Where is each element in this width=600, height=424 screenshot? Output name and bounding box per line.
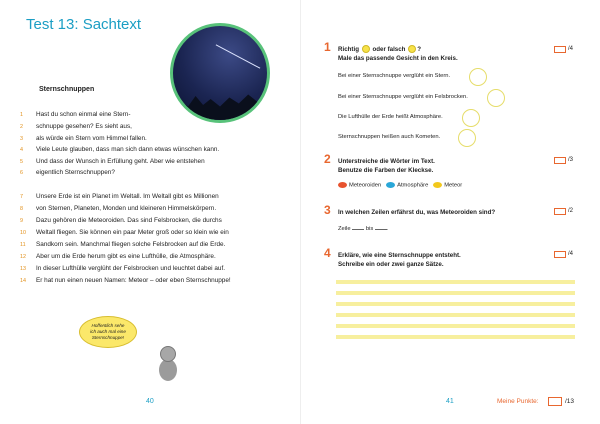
line-number: 13 bbox=[20, 266, 26, 272]
statement-3: Die Lufthülle der Erde heißt Atmosphäre. bbox=[338, 114, 443, 120]
speech-bubble bbox=[79, 316, 137, 348]
writing-line[interactable] bbox=[336, 280, 575, 284]
points-box[interactable] bbox=[548, 397, 562, 406]
score-box[interactable] bbox=[554, 208, 566, 215]
legend-meteor: Meteor bbox=[444, 182, 463, 189]
text-line bbox=[20, 240, 225, 250]
task-2-instruction bbox=[338, 157, 435, 175]
line-number: 5 bbox=[20, 159, 23, 165]
page-title: Test 13: Sachtext bbox=[26, 16, 142, 33]
text-line bbox=[20, 216, 222, 226]
happy-face-icon bbox=[362, 45, 370, 53]
line-number: 14 bbox=[20, 278, 26, 284]
bubble-line: Sternschnuppe! bbox=[91, 335, 125, 340]
page-spine bbox=[300, 0, 301, 424]
task-4-line2: Schreibe ein oder zwei ganze Sätze. bbox=[338, 261, 444, 268]
writing-line[interactable] bbox=[336, 302, 575, 306]
line-number: 9 bbox=[20, 218, 23, 224]
text-line bbox=[20, 276, 231, 286]
text-line bbox=[20, 134, 147, 144]
blue-blob-icon bbox=[386, 182, 395, 188]
text-line bbox=[20, 204, 216, 214]
text-line bbox=[20, 168, 115, 178]
statement-2: Bei einer Sternschnuppe verglüht ein Felsbrocken. bbox=[338, 94, 468, 100]
line-text: Sandkorn sein. Manchmal fliegen solche Felsbrocken auf die Erde. bbox=[36, 241, 226, 248]
text-line bbox=[20, 145, 219, 155]
text-line bbox=[20, 122, 132, 132]
line-number: 4 bbox=[20, 147, 23, 153]
line-number: 11 bbox=[20, 242, 26, 248]
color-legend bbox=[338, 182, 462, 189]
line-text: Hast du schon einmal eine Stern- bbox=[36, 111, 131, 118]
sad-face-icon bbox=[408, 45, 416, 53]
line-text: eigentlich Sternschnuppen? bbox=[36, 169, 115, 176]
line-number: 7 bbox=[20, 194, 23, 200]
points-total: /13 bbox=[565, 398, 575, 405]
line-text: schnuppe gesehen? Es sieht aus, bbox=[36, 123, 132, 130]
line-number: 10 bbox=[20, 230, 26, 236]
answer-circle-4[interactable] bbox=[458, 129, 476, 147]
task-2-line2: Benutze die Farben der Kleckse. bbox=[338, 167, 434, 174]
line-text: als würde ein Stern vom Himmel fallen. bbox=[36, 135, 147, 142]
line-text: In dieser Lufthülle verglüht der Felsbrocken und leuchtet dabei auf. bbox=[36, 265, 225, 272]
statement-4: Sternschnuppen heißen auch Kometen. bbox=[338, 134, 441, 140]
text-line bbox=[20, 157, 205, 167]
task-2-line1: Unterstreiche die Wörter im Text. bbox=[338, 158, 435, 165]
yellow-blob-icon bbox=[433, 182, 442, 188]
score-box[interactable] bbox=[554, 46, 566, 53]
tree-silhouette bbox=[173, 90, 267, 120]
page-number-right: 41 bbox=[446, 398, 454, 405]
text-line bbox=[20, 192, 219, 202]
period: . bbox=[386, 226, 389, 232]
score-max: /2 bbox=[568, 208, 574, 214]
zeile-label: Zeile bbox=[338, 226, 351, 232]
line-text: von Sternen, Planeten, Monden und kleineren Himmelskörpern. bbox=[36, 205, 217, 212]
line-range-answer bbox=[338, 226, 389, 232]
answer-circle-1[interactable] bbox=[469, 68, 487, 86]
task-1-instruction bbox=[338, 45, 458, 63]
line-text: Und dass der Wunsch in Erfüllung geht. Aber wie entstehen bbox=[36, 158, 205, 165]
score-max: /3 bbox=[568, 157, 574, 163]
line-number: 2 bbox=[20, 124, 23, 130]
line-number: 8 bbox=[20, 206, 23, 212]
to-line-input[interactable] bbox=[375, 229, 387, 230]
points-label: Meine Punkte: bbox=[497, 398, 539, 405]
text-line bbox=[20, 252, 216, 262]
bird-mascot-icon bbox=[155, 345, 181, 383]
bubble-line: ich auch mal eine bbox=[90, 329, 126, 334]
text-line bbox=[20, 228, 229, 238]
task-4-instruction bbox=[338, 251, 461, 269]
task-number: 1 bbox=[324, 40, 331, 54]
line-number: 1 bbox=[20, 112, 23, 118]
night-sky-photo bbox=[170, 23, 270, 123]
task-1-line2: Male das passende Gesicht in den Kreis. bbox=[338, 55, 458, 62]
writing-line[interactable] bbox=[336, 324, 575, 328]
task-4-line1: Erkläre, wie eine Sternschnuppe entsteht. bbox=[338, 252, 461, 259]
writing-line[interactable] bbox=[336, 335, 575, 339]
legend-atmosphaere: Atmosphäre bbox=[397, 182, 429, 189]
writing-line[interactable] bbox=[336, 291, 575, 295]
score-box[interactable] bbox=[554, 251, 566, 258]
red-blob-icon bbox=[338, 182, 347, 188]
text-heading: Sternschnuppen bbox=[39, 86, 95, 93]
task-number: 2 bbox=[324, 152, 331, 166]
line-text: Weltall fliegen. Sie können ein paar Meter groß oder so klein wie ein bbox=[36, 229, 229, 236]
score-max: /4 bbox=[568, 46, 574, 52]
writing-line[interactable] bbox=[336, 313, 575, 317]
task-1-question-mark: ? bbox=[417, 46, 421, 53]
from-line-input[interactable] bbox=[352, 229, 364, 230]
line-number: 6 bbox=[20, 170, 23, 176]
line-text: Unsere Erde ist ein Planet im Weltall. Im Weltall gibt es Millionen bbox=[36, 193, 219, 200]
bubble-line: Hoffentlich sehe bbox=[91, 323, 125, 328]
score-max: /4 bbox=[568, 251, 574, 257]
answer-circle-3[interactable] bbox=[462, 109, 480, 127]
meteor-streak bbox=[216, 44, 261, 68]
page-number-left: 40 bbox=[146, 398, 154, 405]
answer-circle-2[interactable] bbox=[487, 89, 505, 107]
task-1-word-richtig: Richtig bbox=[338, 46, 359, 53]
task-3-instruction: In welchen Zeilen erfährst du, was Meteoroiden sind? bbox=[338, 209, 496, 216]
text-line bbox=[20, 110, 131, 120]
score-box[interactable] bbox=[554, 157, 566, 164]
text-line bbox=[20, 264, 225, 274]
statement-1: Bei einer Sternschnuppe verglüht ein Stern. bbox=[338, 73, 451, 79]
task-number: 3 bbox=[324, 203, 331, 217]
line-text: Dazu gehören die Meteoroiden. Das sind Felsbrocken, die durchs bbox=[36, 217, 222, 224]
line-text: Viele Leute glauben, dass man sich dann etwas wünschen kann. bbox=[36, 146, 220, 153]
task-1-word-falsch: oder falsch bbox=[372, 46, 406, 53]
line-text: Er hat nun einen neuen Namen: Meteor – oder eben Sternschnuppe! bbox=[36, 277, 231, 284]
line-number: 12 bbox=[20, 254, 26, 260]
task-number: 4 bbox=[324, 246, 331, 260]
bis-label: bis bbox=[365, 226, 374, 232]
line-text: Aber um die Erde herum gibt es eine Lufthülle, die Atmosphäre. bbox=[36, 253, 216, 260]
line-number: 3 bbox=[20, 136, 23, 142]
legend-meteoroiden: Meteoroiden bbox=[349, 182, 382, 189]
